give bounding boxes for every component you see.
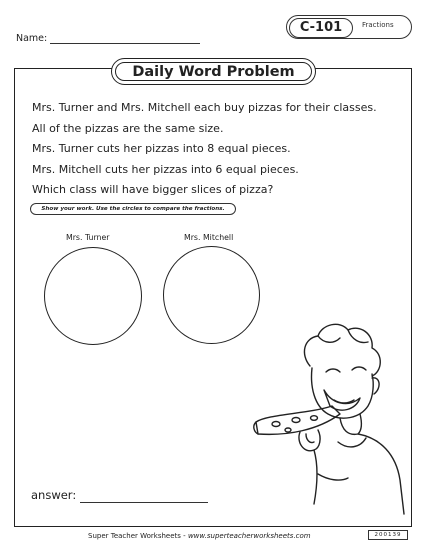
footer-site: Super Teacher Worksheets [88,532,181,540]
answer-label: answer: [31,488,77,502]
footer-credit [88,532,311,540]
code-badge [286,15,412,39]
circle-label-turner: Mrs. Turner [66,233,110,242]
pizza-circle-mitchell[interactable] [163,246,260,344]
document-code: 200139 [368,530,408,540]
answer-line[interactable] [80,502,208,503]
problem-line: Mrs. Turner cuts her pizzas into 8 equal pieces. [32,142,291,155]
worksheet-topic: Fractions [362,21,394,29]
name-label: Name: [16,33,48,44]
problem-text [32,98,377,201]
worksheet-code: C-101 [289,18,353,38]
pizza-circle-turner[interactable] [44,247,142,345]
problem-line: Which class will have bigger slices of pizza? [32,183,274,196]
name-line[interactable] [50,43,200,44]
footer-separator: - [183,532,186,540]
problem-line: Mrs. Mitchell cuts her pizzas into 6 equal pieces. [32,162,299,176]
page-title: Daily Word Problem [115,62,312,81]
footer-url[interactable]: www.superteacherworksheets.com [187,532,311,540]
instruction-badge: Show your work. Use the circles to compare the fractions. [30,203,236,215]
title-pill [111,58,316,85]
problem-line: All of the pizzas are the same size. [32,121,224,135]
problem-line: Mrs. Turner and Mrs. Mitchell each buy pizzas for their classes. [32,101,377,114]
circle-label-mitchell: Mrs. Mitchell [184,233,234,242]
child-eating-pizza-icon [248,314,406,524]
